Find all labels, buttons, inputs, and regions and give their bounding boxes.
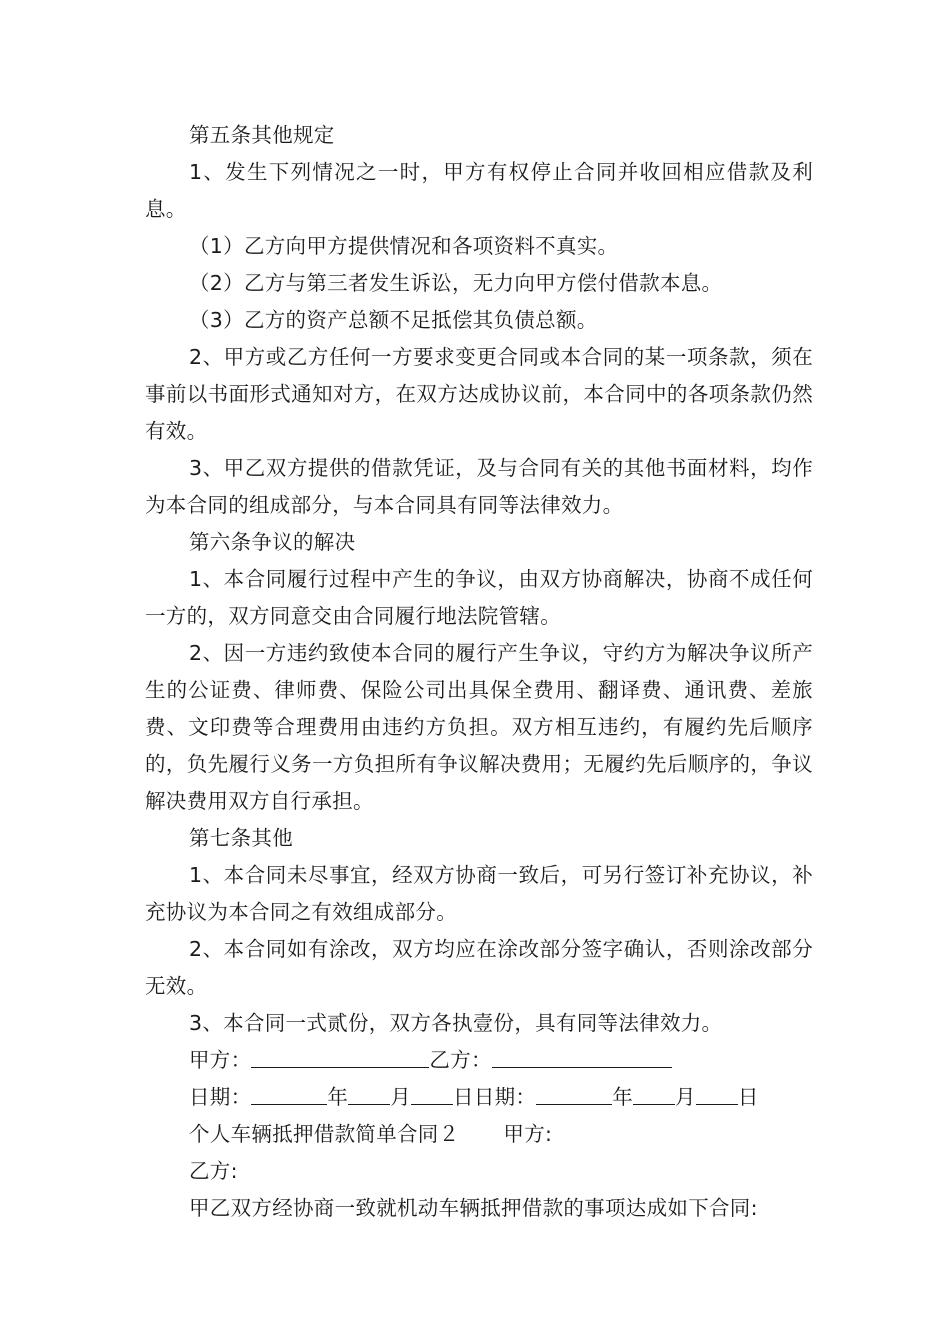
date-a-year-blank[interactable] [251, 1082, 327, 1105]
article-6-heading: 第六条争议的解决 [189, 530, 356, 554]
party-a-signature-blank[interactable] [251, 1045, 429, 1068]
article-5-sub-1: （1）乙方向甲方提供情况和各项资料不真实。 [189, 234, 619, 258]
date-a-month-label: 月 [390, 1085, 412, 1109]
article-6-item-2: 2、因一方违约致使本合同的履行产生争议，守约方为解决争议所产生的公证费、律师费、保险公司出具保全费用、翻译费、通讯费、差旅费、文印费等合理费用由违约方负担。双方相互违约，有履约先后顺序的，负先履行义务一方负担所有争议解决费用；无履约先后顺序的，争议解决费用双方自行承担。 [145, 641, 813, 813]
article-5-item-1: 1、发生下列情况之一时，甲方有权停止合同并收回相应借款及利息。 [145, 160, 813, 221]
signature-parties-line [145, 1042, 813, 1079]
party-a-label: 甲方： [189, 1048, 252, 1072]
next-contract-title: 个人车辆抵押借款简单合同２ [189, 1122, 460, 1146]
next-contract-title-line [145, 1116, 813, 1153]
signature-date-line [145, 1079, 813, 1116]
article-7-item-1: 1、本合同未尽事宜，经双方协商一致后，可另行签订补充协议，补充协议为本合同之有效组成部分。 [145, 863, 813, 924]
next-contract-intro: 甲乙双方经协商一致就机动车辆抵押借款的事项达成如下合同: [189, 1196, 758, 1220]
date-a-month-blank[interactable] [348, 1082, 390, 1105]
date-b-year-blank[interactable] [536, 1082, 612, 1105]
date-b-year-label: 年 [612, 1085, 634, 1109]
article-5-item-2: 2、甲方或乙方任何一方要求变更合同或本合同的某一项条款，须在事前以书面形式通知对方，在双方达成协议前，本合同中的各项条款仍然有效。 [145, 345, 813, 443]
date-a-day-blank[interactable] [411, 1082, 453, 1105]
date-b-month-label: 月 [675, 1085, 696, 1109]
document-body [145, 117, 813, 1227]
party-b-label: 乙方： [429, 1048, 492, 1072]
article-5-sub-2: （2）乙方与第三者发生诉讼，无力向甲方偿付借款本息。 [189, 271, 723, 295]
date-a-year-label: 年 [327, 1085, 349, 1109]
article-5-sub-3: （3）乙方的资产总额不足抵偿其负债总额。 [189, 308, 598, 332]
next-contract-party-a: 甲方: [503, 1122, 553, 1146]
article-7-item-3: 3、本合同一式贰份，双方各执壹份，具有同等法律效力。 [189, 1011, 723, 1035]
article-5-heading: 第五条其他规定 [189, 123, 335, 147]
date-a-label: 日期： [189, 1085, 252, 1109]
article-7-item-2: 2、本合同如有涂改，双方均应在涂改部分签字确认，否则涂改部分无效。 [145, 937, 813, 998]
party-b-signature-blank[interactable] [492, 1045, 672, 1068]
date-b-day-label: 日 [737, 1085, 759, 1109]
article-6-item-1: 1、本合同履行过程中产生的争议，由双方协商解决，协商不成任何一方的，双方同意交由合同履行地法院管辖。 [145, 567, 813, 628]
date-b-day-blank[interactable] [696, 1082, 738, 1105]
date-b-month-blank[interactable] [633, 1082, 675, 1105]
date-b-label: 日日期： [453, 1085, 537, 1109]
next-contract-party-b: 乙方: [189, 1159, 238, 1183]
article-5-item-3: 3、甲乙双方提供的借款凭证，及与合同有关的其他书面材料，均作为本合同的组成部分，与本合同具有同等法律效力。 [145, 456, 813, 517]
article-7-heading: 第七条其他 [189, 826, 293, 850]
